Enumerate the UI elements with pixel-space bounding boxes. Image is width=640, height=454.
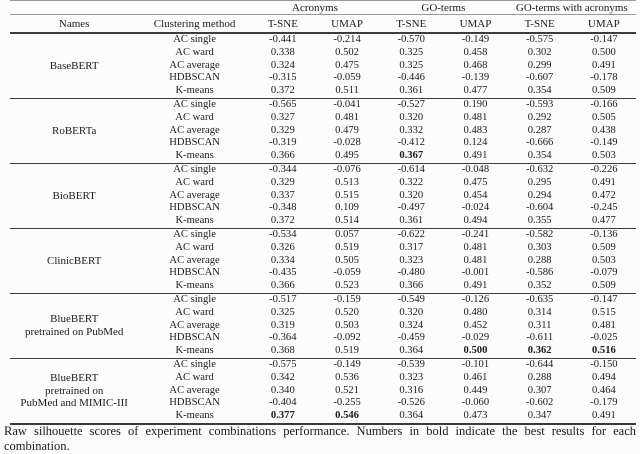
table-row — [10, 33, 636, 47]
score-cell: -0.029 — [461, 332, 490, 344]
empty-header-cell — [138, 1, 250, 15]
score-cell: -0.441 — [251, 33, 315, 47]
score-cell: -0.319 — [269, 137, 297, 149]
score-cell: -0.446 — [397, 72, 425, 84]
group-header-row — [10, 1, 636, 15]
score-cell: 0.475 — [335, 59, 359, 71]
table-row — [10, 228, 636, 241]
score-cell: -0.575 — [251, 358, 315, 371]
score-cell: 0.505 — [335, 254, 359, 266]
score-cell: -0.586 — [525, 267, 554, 279]
score-cell: -0.348 — [269, 202, 297, 214]
score-cell: 0.302 — [527, 46, 552, 58]
table-caption: Raw silhouette scores of experiment combinations performance. Numbers in bold indicate the best results for each combination. — [4, 424, 636, 453]
score-cell: -0.150 — [572, 358, 636, 371]
clustering-method-cell: AC ward — [175, 241, 214, 253]
score-cell: -0.101 — [443, 358, 507, 371]
score-cell: -0.147 — [572, 293, 636, 306]
clustering-method-cell: HDBSCAN — [169, 267, 220, 279]
score-cell: 0.514 — [335, 215, 359, 227]
score-cell: -0.607 — [525, 72, 554, 84]
results-table — [10, 0, 636, 425]
score-cell: -0.582 — [508, 228, 572, 241]
score-cell: 0.511 — [335, 85, 359, 97]
score-cell: 0.464 — [591, 384, 616, 396]
score-cell: 0.190 — [443, 98, 507, 111]
model-name-line: BioBERT — [52, 189, 96, 202]
score-cell: 0.452 — [463, 319, 488, 331]
score-cell: 0.503 — [591, 254, 616, 266]
score-cell: -0.092 — [333, 332, 361, 344]
score-cell: -0.527 — [379, 98, 443, 111]
score-cell: 0.327 — [270, 111, 295, 123]
score-cell: -0.435 — [269, 267, 297, 279]
score-cell: -0.565 — [251, 98, 315, 111]
clustering-method-cell: K-means — [175, 85, 214, 97]
score-cell: -0.245 — [590, 202, 618, 214]
score-cell: 0.503 — [335, 319, 359, 331]
score-cell: 0.481 — [463, 254, 488, 266]
score-cell: -0.149 — [443, 33, 507, 47]
score-cell: 0.299 — [527, 59, 552, 71]
clustering-method-cell: HDBSCAN — [169, 332, 220, 344]
clustering-method-cell: HDBSCAN — [169, 137, 220, 149]
score-cell: -0.604 — [525, 202, 554, 214]
model-name-cell — [10, 163, 138, 228]
score-cell: 0.303 — [527, 241, 552, 253]
score-cell: 0.502 — [335, 46, 359, 58]
clustering-method-cell: AC average — [169, 59, 220, 71]
score-cell: 0.329 — [270, 176, 295, 188]
score-cell: -0.166 — [572, 98, 636, 111]
score-cell: 0.546 — [335, 410, 359, 422]
score-cell: 0.311 — [527, 319, 552, 331]
model-name-line: PubMed and MIMIC-III — [20, 397, 128, 410]
score-cell: -0.041 — [315, 98, 379, 111]
score-cell: -0.412 — [397, 137, 425, 149]
score-cell: 0.491 — [591, 410, 616, 422]
clustering-method-cell: AC average — [169, 189, 220, 201]
score-cell: 0.057 — [315, 228, 379, 241]
model-name-cell — [10, 228, 138, 293]
score-cell: 0.323 — [399, 254, 424, 266]
score-cell: -0.364 — [269, 332, 297, 344]
score-cell: -0.549 — [379, 293, 443, 306]
score-cell: 0.294 — [527, 189, 552, 201]
clustering-method-cell: AC ward — [175, 176, 214, 188]
score-cell: 0.354 — [527, 85, 552, 97]
clustering-method-cell: AC single — [138, 293, 250, 306]
score-cell: 0.324 — [270, 59, 295, 71]
score-cell: -0.534 — [251, 228, 315, 241]
score-cell: -0.644 — [508, 358, 572, 371]
model-name-line: BlueBERT — [50, 313, 99, 326]
model-name-cell — [10, 358, 138, 423]
table-row — [10, 98, 636, 111]
score-cell: 0.473 — [463, 410, 488, 422]
column-header-tsne: T-SNE — [251, 15, 315, 34]
model-name-cell — [10, 293, 138, 358]
score-cell: 0.322 — [399, 176, 424, 188]
score-cell: 0.307 — [527, 384, 552, 396]
table-row — [10, 163, 636, 176]
score-cell: 0.364 — [399, 345, 424, 357]
score-cell: 0.521 — [335, 384, 359, 396]
group-header-go-terms: GO-terms — [379, 1, 507, 15]
score-cell: -0.136 — [572, 228, 636, 241]
score-cell: 0.519 — [335, 241, 359, 253]
score-cell: 0.454 — [463, 189, 488, 201]
score-cell: -0.024 — [461, 202, 490, 214]
score-cell: 0.458 — [463, 46, 488, 58]
score-cell: -0.059 — [333, 72, 361, 84]
clustering-method-cell: AC single — [138, 163, 250, 176]
model-name-cell — [10, 33, 138, 98]
score-cell: -0.149 — [315, 358, 379, 371]
score-cell: 0.500 — [463, 345, 488, 357]
score-cell: 0.332 — [399, 124, 424, 136]
score-cell: 0.480 — [463, 306, 488, 318]
score-cell: -0.126 — [443, 293, 507, 306]
score-cell: 0.494 — [591, 371, 616, 383]
score-cell: 0.347 — [527, 410, 552, 422]
score-cell: 0.491 — [591, 176, 616, 188]
score-cell: -0.076 — [315, 163, 379, 176]
score-cell: 0.325 — [399, 59, 424, 71]
score-cell: -0.570 — [379, 33, 443, 47]
score-cell: 0.362 — [527, 345, 552, 357]
score-cell: 0.481 — [335, 111, 359, 123]
score-cell: 0.324 — [399, 319, 424, 331]
score-cell: -0.059 — [333, 267, 361, 279]
empty-header-cell — [10, 1, 138, 15]
column-header-clustering-method: Clustering method — [138, 15, 250, 34]
score-cell: 0.516 — [591, 345, 616, 357]
score-cell: -0.666 — [525, 137, 554, 149]
clustering-method-cell: K-means — [175, 410, 214, 422]
score-cell: 0.449 — [463, 384, 488, 396]
score-cell: 0.513 — [335, 176, 359, 188]
score-cell: 0.477 — [591, 215, 616, 227]
score-cell: 0.325 — [270, 306, 295, 318]
score-cell: 0.472 — [591, 189, 616, 201]
score-cell: -0.602 — [525, 397, 554, 409]
model-name-cell — [10, 98, 138, 163]
score-cell: 0.320 — [399, 189, 424, 201]
score-cell: -0.159 — [315, 293, 379, 306]
score-cell: -0.241 — [443, 228, 507, 241]
clustering-method-cell: AC average — [169, 254, 220, 266]
table-row — [10, 293, 636, 306]
score-cell: 0.515 — [335, 189, 359, 201]
model-name-line: pretrained on PubMed — [25, 325, 124, 338]
clustering-method-cell: AC ward — [175, 371, 214, 383]
score-cell: 0.319 — [270, 319, 295, 331]
score-cell: -0.060 — [461, 397, 490, 409]
score-cell: 0.367 — [399, 150, 424, 162]
score-cell: -0.179 — [590, 397, 618, 409]
score-cell: -0.226 — [572, 163, 636, 176]
score-cell: 0.325 — [399, 46, 424, 58]
score-cell: 0.491 — [463, 280, 488, 292]
score-cell: 0.494 — [463, 215, 488, 227]
model-name-line: BaseBERT — [49, 59, 99, 72]
score-cell: 0.317 — [399, 241, 424, 253]
clustering-method-cell: K-means — [175, 280, 214, 292]
score-cell: -0.255 — [333, 397, 361, 409]
clustering-method-cell: AC single — [138, 98, 250, 111]
score-cell: 0.361 — [399, 215, 424, 227]
score-cell: 0.468 — [463, 59, 488, 71]
score-cell: 0.509 — [591, 241, 616, 253]
score-cell: -0.079 — [590, 267, 618, 279]
score-cell: 0.491 — [463, 150, 488, 162]
clustering-method-cell: HDBSCAN — [169, 202, 220, 214]
score-cell: -0.622 — [379, 228, 443, 241]
column-header-umap: UMAP — [315, 15, 379, 34]
score-cell: 0.519 — [335, 345, 359, 357]
score-cell: 0.372 — [270, 85, 295, 97]
clustering-method-cell: K-means — [175, 345, 214, 357]
score-cell: 0.366 — [399, 280, 424, 292]
score-cell: 0.536 — [335, 371, 359, 383]
score-cell: -0.593 — [508, 98, 572, 111]
score-cell: 0.477 — [463, 85, 488, 97]
score-cell: 0.338 — [270, 46, 295, 58]
score-cell: -0.404 — [269, 397, 297, 409]
score-cell: 0.523 — [335, 280, 359, 292]
score-cell: -0.214 — [315, 33, 379, 47]
score-cell: 0.352 — [527, 280, 552, 292]
clustering-method-cell: AC average — [169, 319, 220, 331]
score-cell: 0.520 — [335, 306, 359, 318]
score-cell: 0.109 — [335, 202, 359, 214]
score-cell: 0.340 — [270, 384, 295, 396]
score-cell: 0.461 — [463, 371, 488, 383]
score-cell: 0.481 — [463, 111, 488, 123]
score-cell: -0.614 — [379, 163, 443, 176]
clustering-method-cell: AC single — [138, 33, 250, 47]
score-cell: 0.287 — [527, 124, 552, 136]
score-cell: 0.500 — [591, 46, 616, 58]
score-cell: 0.354 — [527, 150, 552, 162]
score-cell: 0.364 — [399, 410, 424, 422]
score-cell: 0.314 — [527, 306, 552, 318]
score-cell: 0.320 — [399, 306, 424, 318]
score-cell: 0.316 — [399, 384, 424, 396]
clustering-method-cell: K-means — [175, 150, 214, 162]
model-name-line: BlueBERT — [50, 372, 99, 385]
score-cell: -0.459 — [397, 332, 425, 344]
clustering-method-cell: AC ward — [175, 111, 214, 123]
results-tbody — [10, 33, 636, 424]
score-cell: -0.149 — [590, 137, 618, 149]
clustering-method-cell: AC average — [169, 384, 220, 396]
score-cell: -0.025 — [590, 332, 618, 344]
score-cell: 0.366 — [270, 280, 295, 292]
score-cell: 0.295 — [527, 176, 552, 188]
score-cell: 0.288 — [527, 371, 552, 383]
score-cell: 0.292 — [527, 111, 552, 123]
score-cell: 0.124 — [463, 137, 488, 149]
score-cell: 0.491 — [591, 59, 616, 71]
score-cell: -0.139 — [461, 72, 490, 84]
model-name-line: ClinicBERT — [47, 254, 102, 267]
group-header-go-terms-with-acronyms: GO-terms with acronyms — [508, 1, 636, 15]
group-header-acronyms: Acronyms — [251, 1, 379, 15]
score-cell: -0.635 — [508, 293, 572, 306]
model-name-line: RoBERTa — [52, 124, 97, 137]
score-cell: 0.509 — [591, 85, 616, 97]
score-cell: 0.337 — [270, 189, 295, 201]
score-cell: 0.495 — [335, 150, 359, 162]
score-cell: 0.323 — [399, 371, 424, 383]
score-cell: -0.344 — [251, 163, 315, 176]
score-cell: 0.438 — [591, 124, 616, 136]
score-cell: 0.509 — [591, 280, 616, 292]
score-cell: -0.001 — [461, 267, 490, 279]
column-header-names: Names — [10, 15, 138, 34]
score-cell: 0.479 — [335, 124, 359, 136]
score-cell: 0.503 — [591, 150, 616, 162]
score-cell: 0.483 — [463, 124, 488, 136]
column-header-tsne: T-SNE — [508, 15, 572, 34]
score-cell: -0.315 — [269, 72, 297, 84]
score-cell: 0.288 — [527, 254, 552, 266]
score-cell: 0.481 — [463, 241, 488, 253]
column-header-umap: UMAP — [572, 15, 636, 34]
score-cell: -0.632 — [508, 163, 572, 176]
score-cell: 0.361 — [399, 85, 424, 97]
score-cell: 0.334 — [270, 254, 295, 266]
clustering-method-cell: HDBSCAN — [169, 72, 220, 84]
clustering-method-cell: AC ward — [175, 306, 214, 318]
clustering-method-cell: AC average — [169, 124, 220, 136]
clustering-method-cell: AC single — [138, 228, 250, 241]
score-cell: -0.048 — [443, 163, 507, 176]
score-cell: 0.515 — [591, 306, 616, 318]
column-header-umap: UMAP — [443, 15, 507, 34]
score-cell: 0.481 — [591, 319, 616, 331]
score-cell: 0.366 — [270, 150, 295, 162]
score-cell: 0.326 — [270, 241, 295, 253]
score-cell: -0.147 — [572, 33, 636, 47]
score-cell: 0.368 — [270, 345, 295, 357]
column-header-row — [10, 15, 636, 34]
clustering-method-cell: AC single — [138, 358, 250, 371]
score-cell: 0.377 — [270, 410, 295, 422]
score-cell: 0.320 — [399, 111, 424, 123]
model-name-line: pretrained on — [45, 384, 104, 397]
score-cell: -0.611 — [526, 332, 554, 344]
score-cell: 0.355 — [527, 215, 552, 227]
clustering-method-cell: AC ward — [175, 46, 214, 58]
clustering-method-cell: HDBSCAN — [169, 397, 220, 409]
score-cell: -0.480 — [397, 267, 425, 279]
score-cell: 0.475 — [463, 176, 488, 188]
score-cell: -0.539 — [379, 358, 443, 371]
score-cell: -0.497 — [397, 202, 425, 214]
clustering-method-cell: K-means — [175, 215, 214, 227]
score-cell: -0.526 — [397, 397, 425, 409]
score-cell: 0.342 — [270, 371, 295, 383]
score-cell: -0.575 — [508, 33, 572, 47]
score-cell: 0.505 — [591, 111, 616, 123]
column-header-tsne: T-SNE — [379, 15, 443, 34]
table-row — [10, 358, 636, 371]
score-cell: -0.517 — [251, 293, 315, 306]
score-cell: -0.178 — [590, 72, 618, 84]
score-cell: 0.329 — [270, 124, 295, 136]
score-cell: -0.028 — [333, 137, 361, 149]
score-cell: 0.372 — [270, 215, 295, 227]
